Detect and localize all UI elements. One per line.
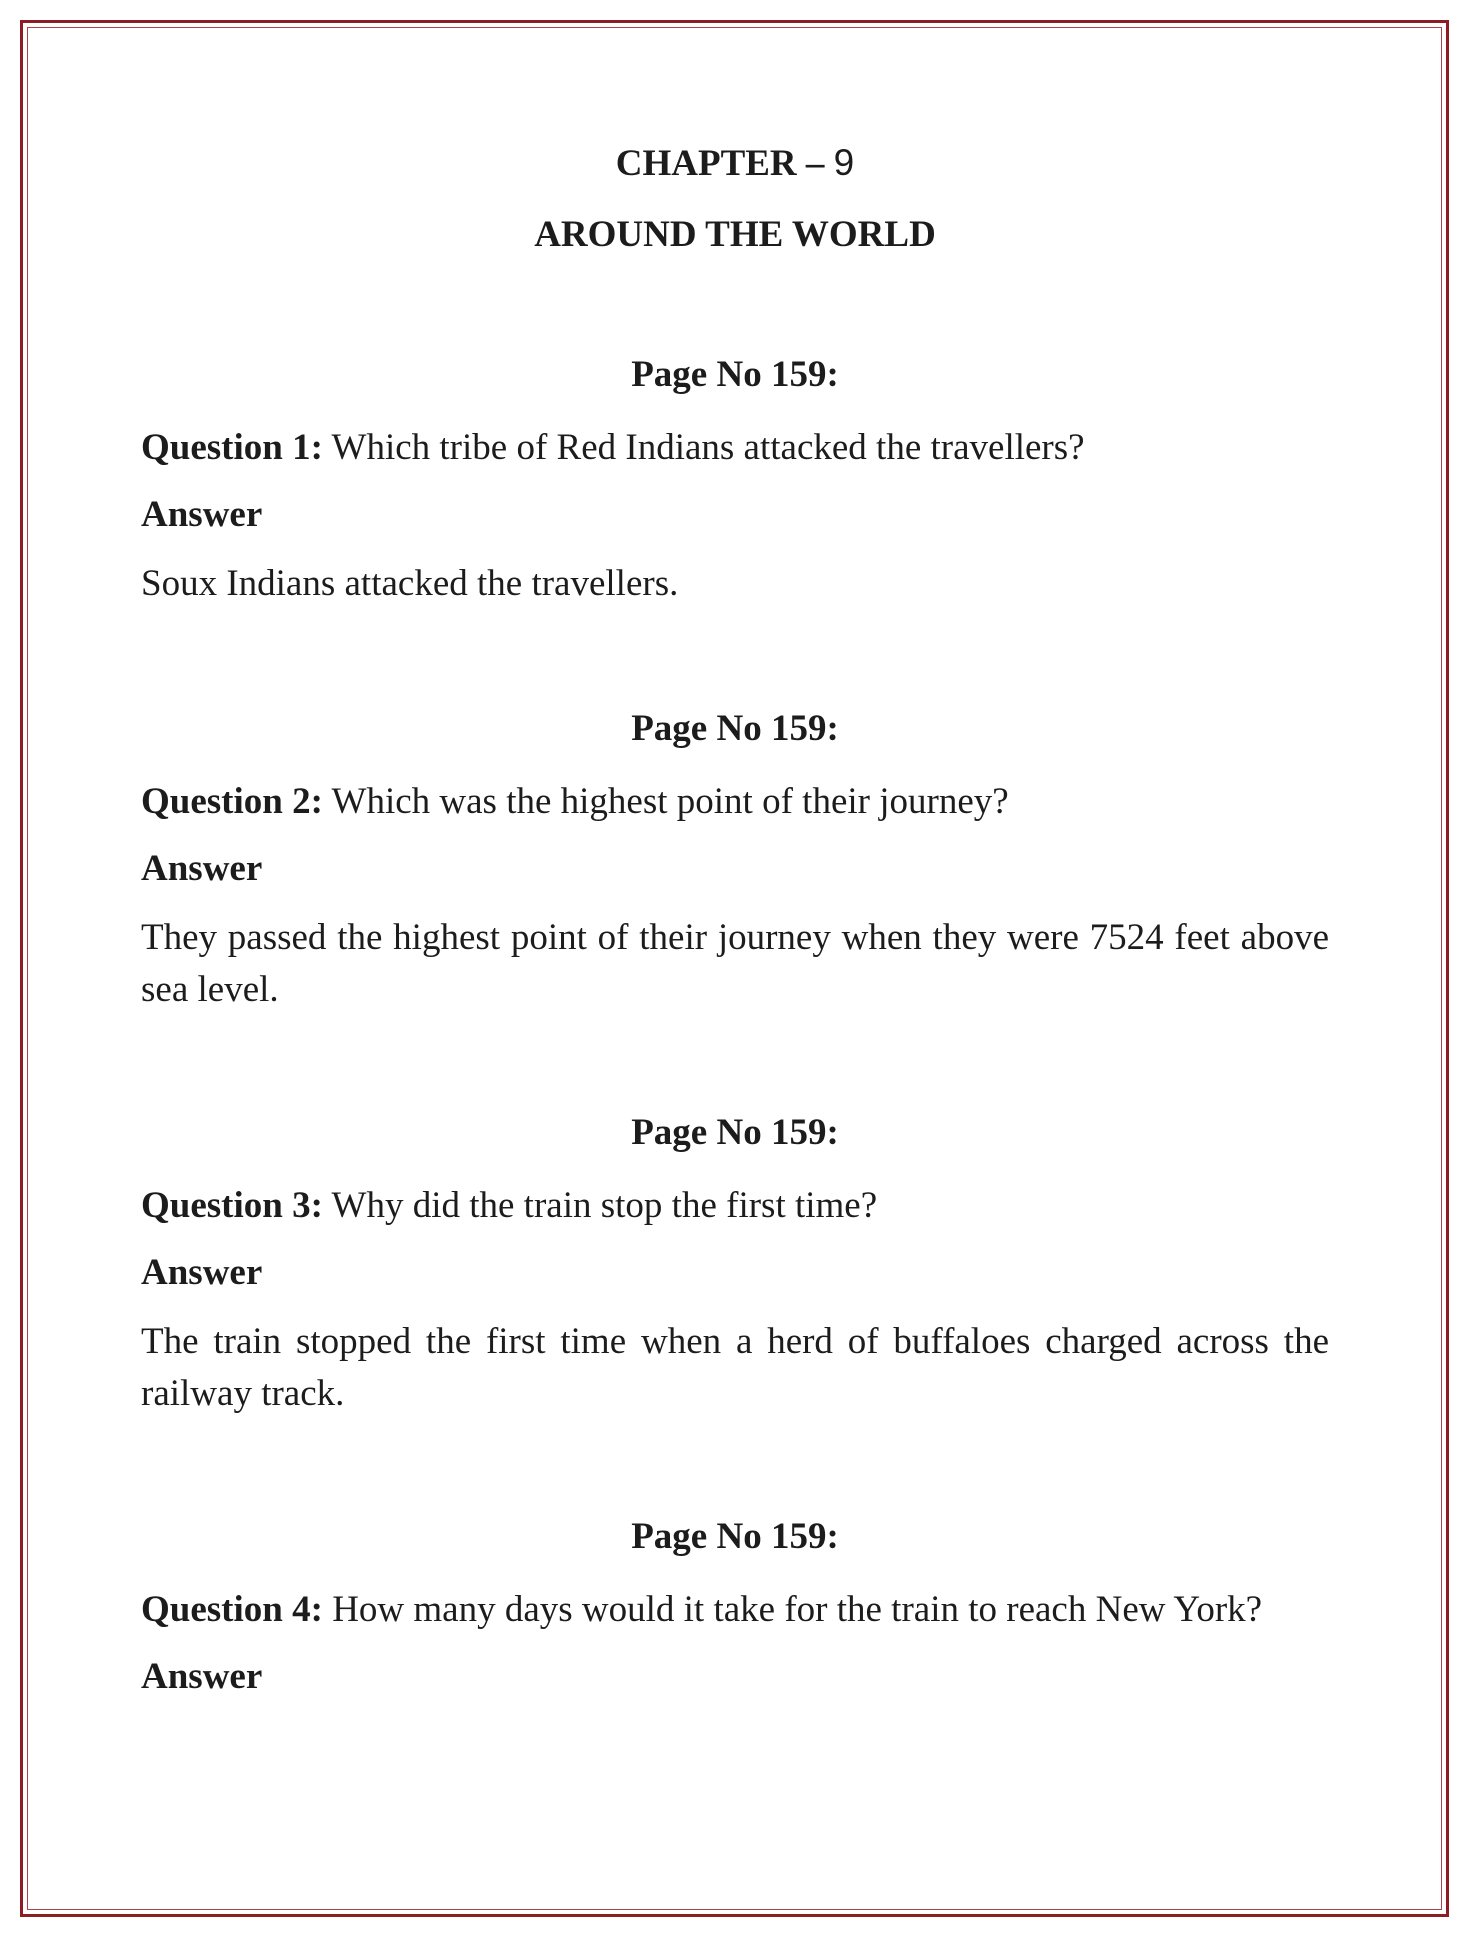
question-label: Question 4:	[141, 1589, 323, 1630]
qa-block-1	[141, 352, 1329, 610]
question-text	[141, 1180, 1329, 1232]
question-label: Question 3:	[141, 1185, 323, 1226]
answer-text: They passed the highest point of their journey when they were 7524 feet above sea level.	[141, 917, 1329, 1010]
question-body: Which tribe of Red Indians attacked the travellers?	[331, 427, 1085, 468]
answer-label: Answer	[141, 1252, 263, 1293]
page-number-heading: Page No 159:	[631, 1516, 839, 1557]
question-text	[141, 422, 1329, 474]
answer-text: Soux Indians attacked the travellers.	[141, 563, 679, 604]
question-body: How many days would it take for the train to reach New York?	[332, 1589, 1263, 1630]
qa-block-3	[141, 1110, 1329, 1420]
page-number-heading: Page No 159:	[631, 1112, 839, 1153]
chapter-title: AROUND THE WORLD	[534, 214, 936, 255]
question-text	[141, 776, 1329, 828]
answer-label: Answer	[141, 1656, 263, 1697]
qa-block-2	[141, 706, 1329, 1016]
question-label: Question 1:	[141, 427, 323, 468]
chapter-label: CHAPTER –	[615, 143, 825, 184]
answer-label: Answer	[141, 494, 263, 535]
question-body: Why did the train stop the first time?	[331, 1185, 878, 1226]
page-number-heading: Page No 159:	[631, 708, 839, 749]
answer-label: Answer	[141, 848, 263, 889]
question-body: Which was the highest point of their journey?	[331, 781, 1009, 822]
answer-text: The train stopped the first time when a herd of buffaloes charged across the railway track.	[141, 1321, 1329, 1414]
qa-block-4	[141, 1514, 1329, 1700]
page-number-heading: Page No 159:	[631, 354, 839, 395]
chapter-heading	[141, 140, 1329, 187]
chapter-number: 9	[833, 142, 855, 183]
question-text	[141, 1584, 1329, 1636]
question-label: Question 2:	[141, 781, 323, 822]
